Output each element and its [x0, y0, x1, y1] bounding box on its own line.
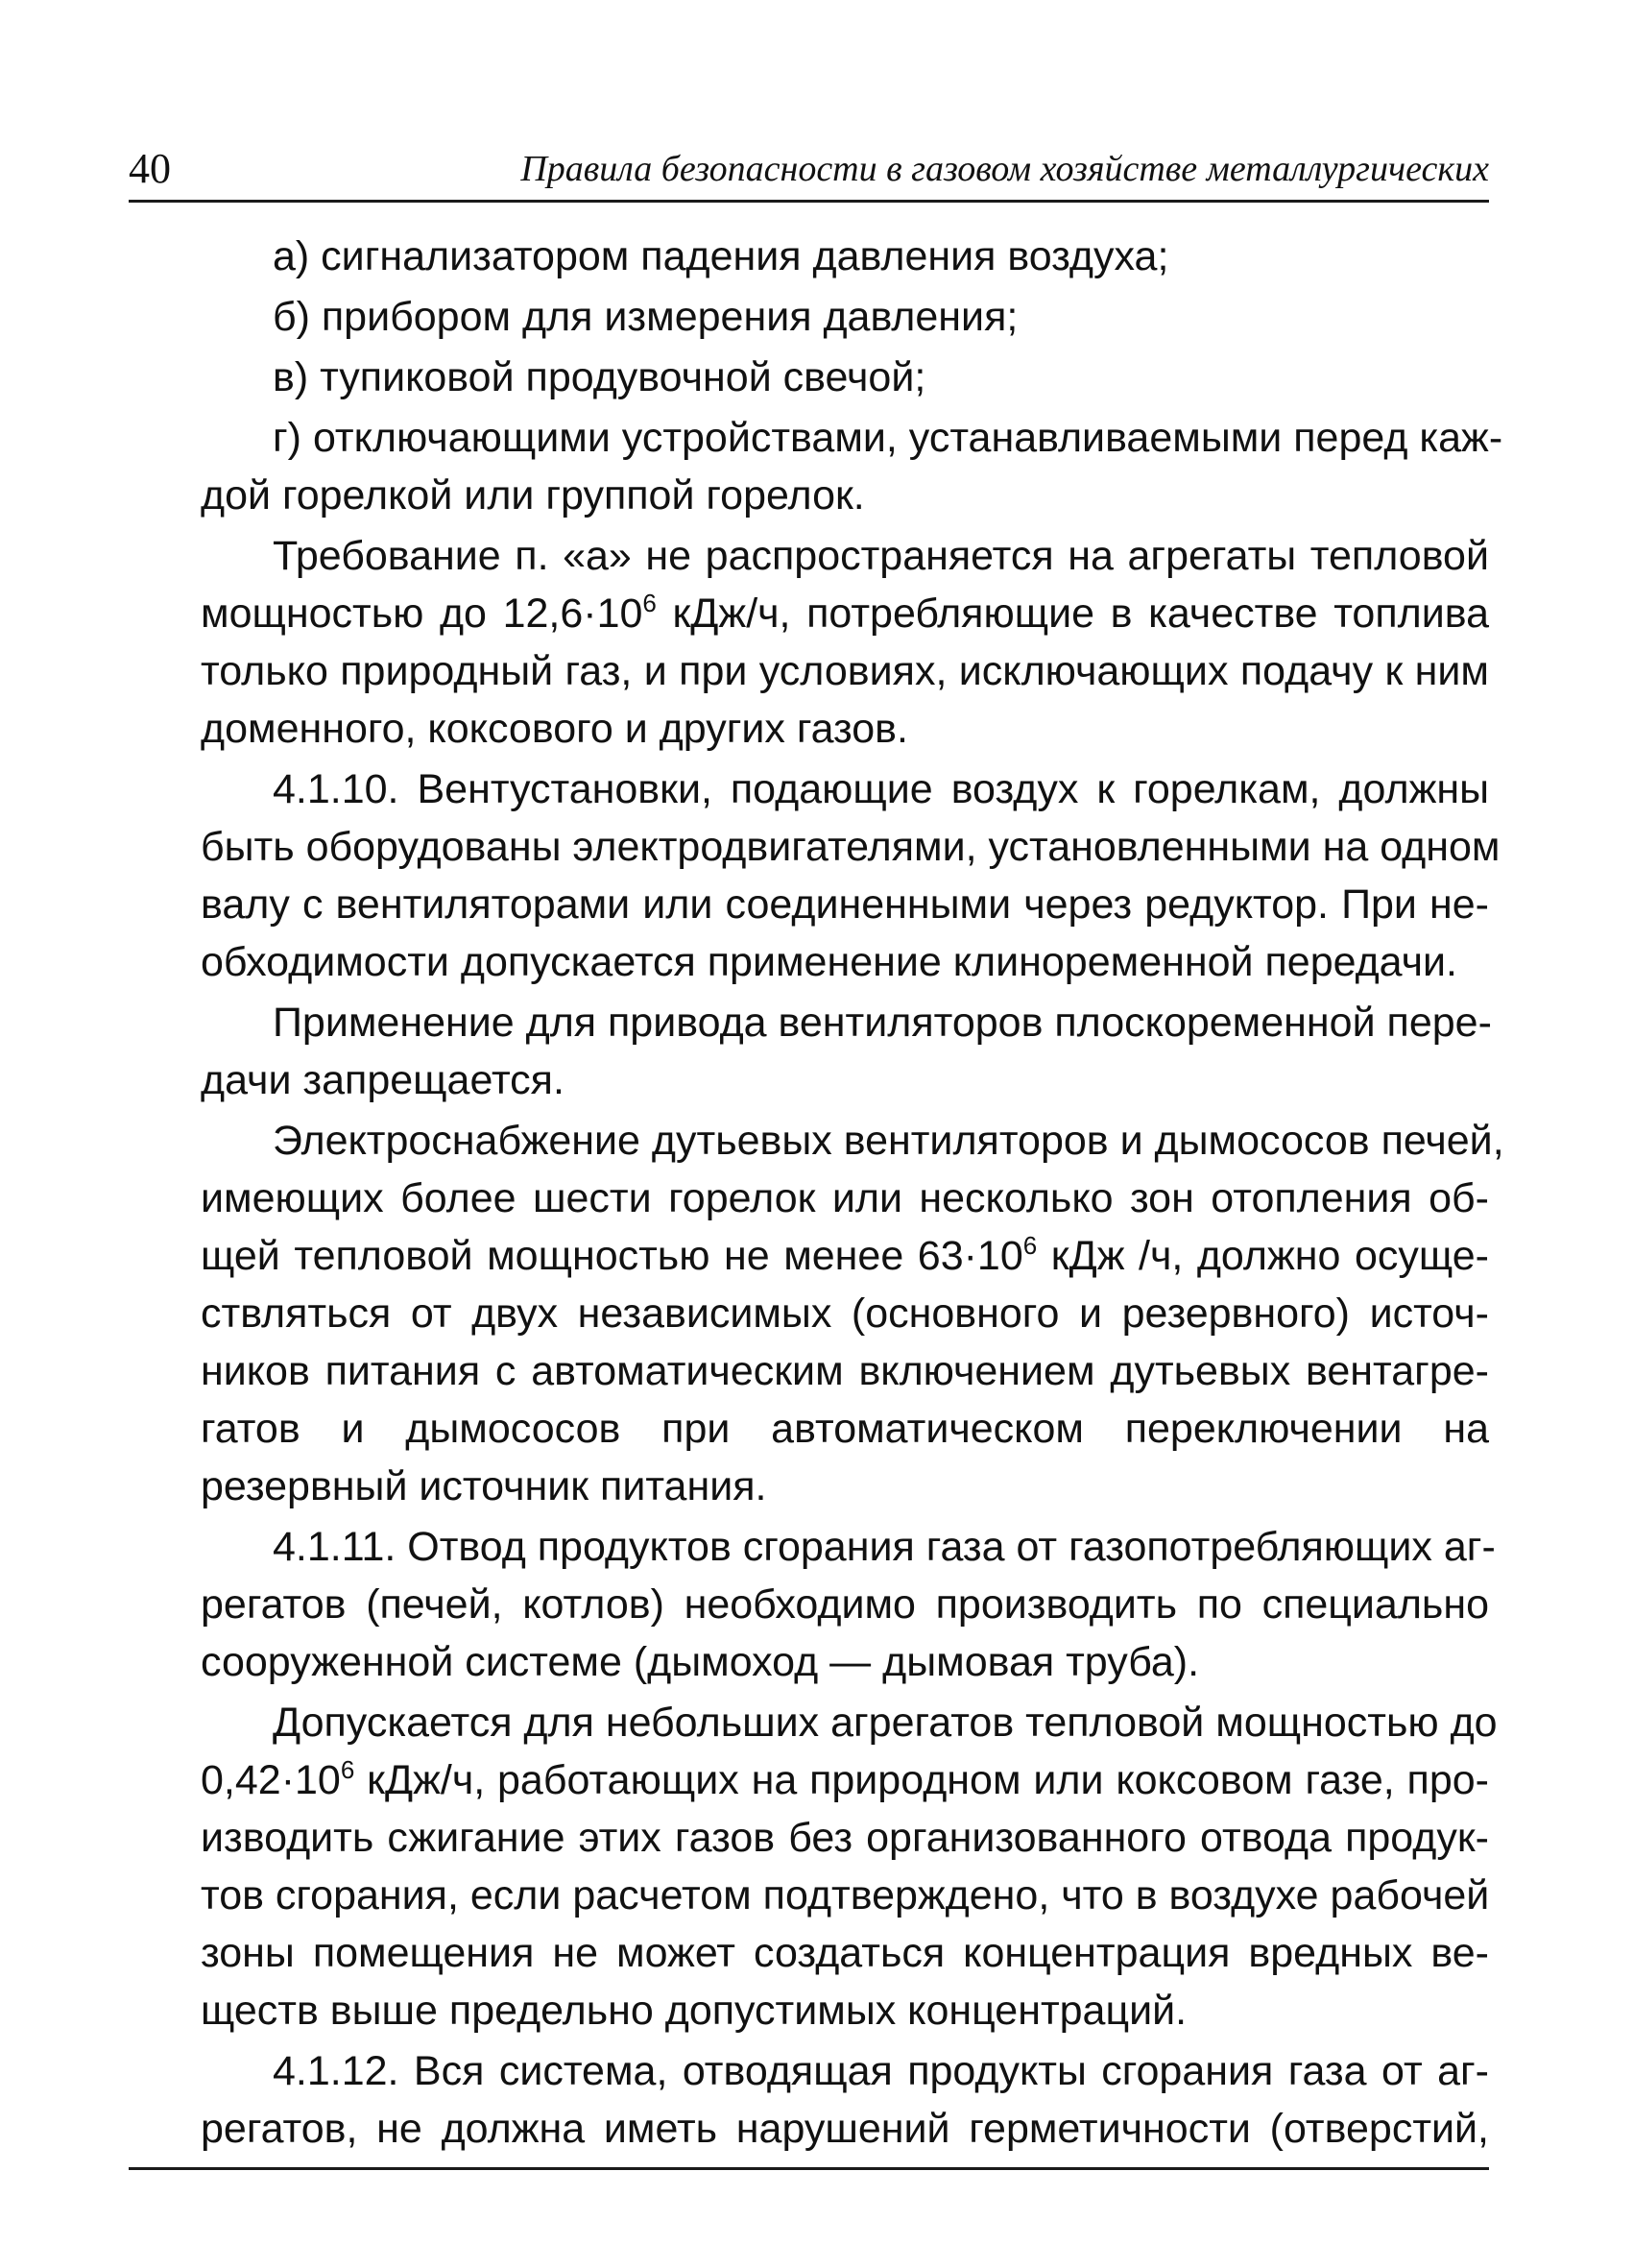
text-fragment: щей тепловой мощностью не менее 63·10: [201, 1233, 1023, 1279]
paragraph-power-supply: [129, 1112, 1504, 1515]
text-line: Требование п. «а» не распространяется на агрегаты тепловой: [273, 533, 1489, 579]
text-line: [129, 1751, 1489, 1809]
text-line: зоны помещения не может создаться концентрация вредных ве-: [201, 1930, 1489, 1976]
list-item-b: [129, 288, 1489, 346]
text-line: Электроснабжение дутьевых вентиляторов и дымососов печей,: [273, 1118, 1504, 1164]
text-line: б) прибором для измерения давления;: [273, 294, 1019, 340]
page-number: 40: [129, 145, 171, 192]
text-line: доменного, коксового и других газов.: [201, 706, 908, 752]
text-line: Допускается для небольших агрегатов тепловой мощностью до: [273, 1700, 1498, 1746]
page-header: [129, 144, 1489, 203]
text-line: дачи запрещается.: [201, 1057, 564, 1103]
text-line: 4.1.11. Отвод продуктов сгорания газа от газопотребляющих аг-: [273, 1524, 1496, 1570]
text-line: [129, 585, 1489, 642]
paragraph-small-units: [129, 1694, 1498, 2039]
text-line: регатов (печей, котлов) необходимо производить по специально: [201, 1581, 1489, 1628]
text-line: регатов, не должна иметь нарушений герметичности (отверстий,: [201, 2106, 1489, 2152]
list-item-g: [129, 409, 1503, 524]
text-line: 4.1.12. Вся система, отводящая продукты сгорания газа от аг-: [273, 2048, 1489, 2094]
text-line: в) тупиковой продувочной свечой;: [273, 354, 926, 400]
paragraph-drive-ban: [129, 994, 1492, 1109]
text-line: 4.1.10. Вентустановки, подающие воздух к горелкам, должны: [273, 766, 1489, 812]
superscript: 6: [1022, 1231, 1038, 1260]
text-line: изводить сжигание этих газов без организованного отвода продук-: [201, 1815, 1489, 1861]
document-page: [129, 144, 1504, 2170]
text-fragment: кДж/ч, работающих на природном или коксовом газе, про-: [354, 1757, 1489, 1803]
text-line: ствляться от двух независимых (основного и резервного) источ-: [201, 1291, 1489, 1337]
text-line: валу с вентиляторами или соединенными через редуктор. При не-: [201, 881, 1489, 928]
text-line: тов сгорания, если расчетом подтверждено, что в воздухе рабочей: [201, 1872, 1490, 1918]
text-line: гатов и дымососов при автоматическом переключении на: [201, 1406, 1489, 1452]
list-item-a: [129, 228, 1489, 285]
text-line: резервный источник питания.: [201, 1463, 767, 1509]
text-line: ников питания с автоматическим включением дутьевых вентагре-: [201, 1348, 1489, 1394]
text-line: [129, 1227, 1489, 1285]
text-line: Применение для привода вентиляторов плоскоременной пере-: [273, 1000, 1492, 1046]
list-item-v: [129, 349, 1489, 406]
text-line: дой горелкой или группой горелок.: [201, 472, 865, 519]
text-fragment: мощностью до 12,6·10: [201, 591, 643, 637]
paragraph-4-1-10: [129, 760, 1501, 991]
text-fragment: 0,42·10: [201, 1757, 341, 1803]
text-line: г) отключающими устройствами, устанавливаемыми перед каж-: [273, 415, 1503, 461]
text-line: а) сигнализатором падения давления воздуха;: [273, 233, 1169, 279]
text-line: обходимости допускается применение клиноременной передачи.: [201, 939, 1458, 985]
text-fragment: кДж/ч, потребляющие в качестве топлива: [656, 591, 1489, 637]
running-title: Правила безопасности в газовом хозяйстве металлургических: [520, 149, 1489, 189]
paragraph-4-1-11: [129, 1518, 1496, 1691]
paragraph-4-1-12: [129, 2042, 1489, 2158]
text-line: ществ выше предельно допустимых концентраций.: [201, 1988, 1188, 2034]
footer-rule: [129, 2167, 1489, 2170]
superscript: 6: [340, 1755, 355, 1784]
text-line: имеющих более шести горелок или несколько зон отопления об-: [201, 1175, 1489, 1221]
text-line: только природный газ, и при условиях, исключающих подачу к ним: [201, 648, 1489, 694]
paragraph-requirement-a: [129, 527, 1489, 758]
text-line: сооруженной системе (дымоход — дымовая труба).: [201, 1639, 1200, 1685]
body-text: [129, 228, 1504, 2160]
text-line: быть оборудованы электродвигателями, установленными на одном: [201, 824, 1501, 870]
superscript: 6: [642, 589, 657, 617]
text-fragment: кДж /ч, должно осуще-: [1037, 1233, 1489, 1279]
